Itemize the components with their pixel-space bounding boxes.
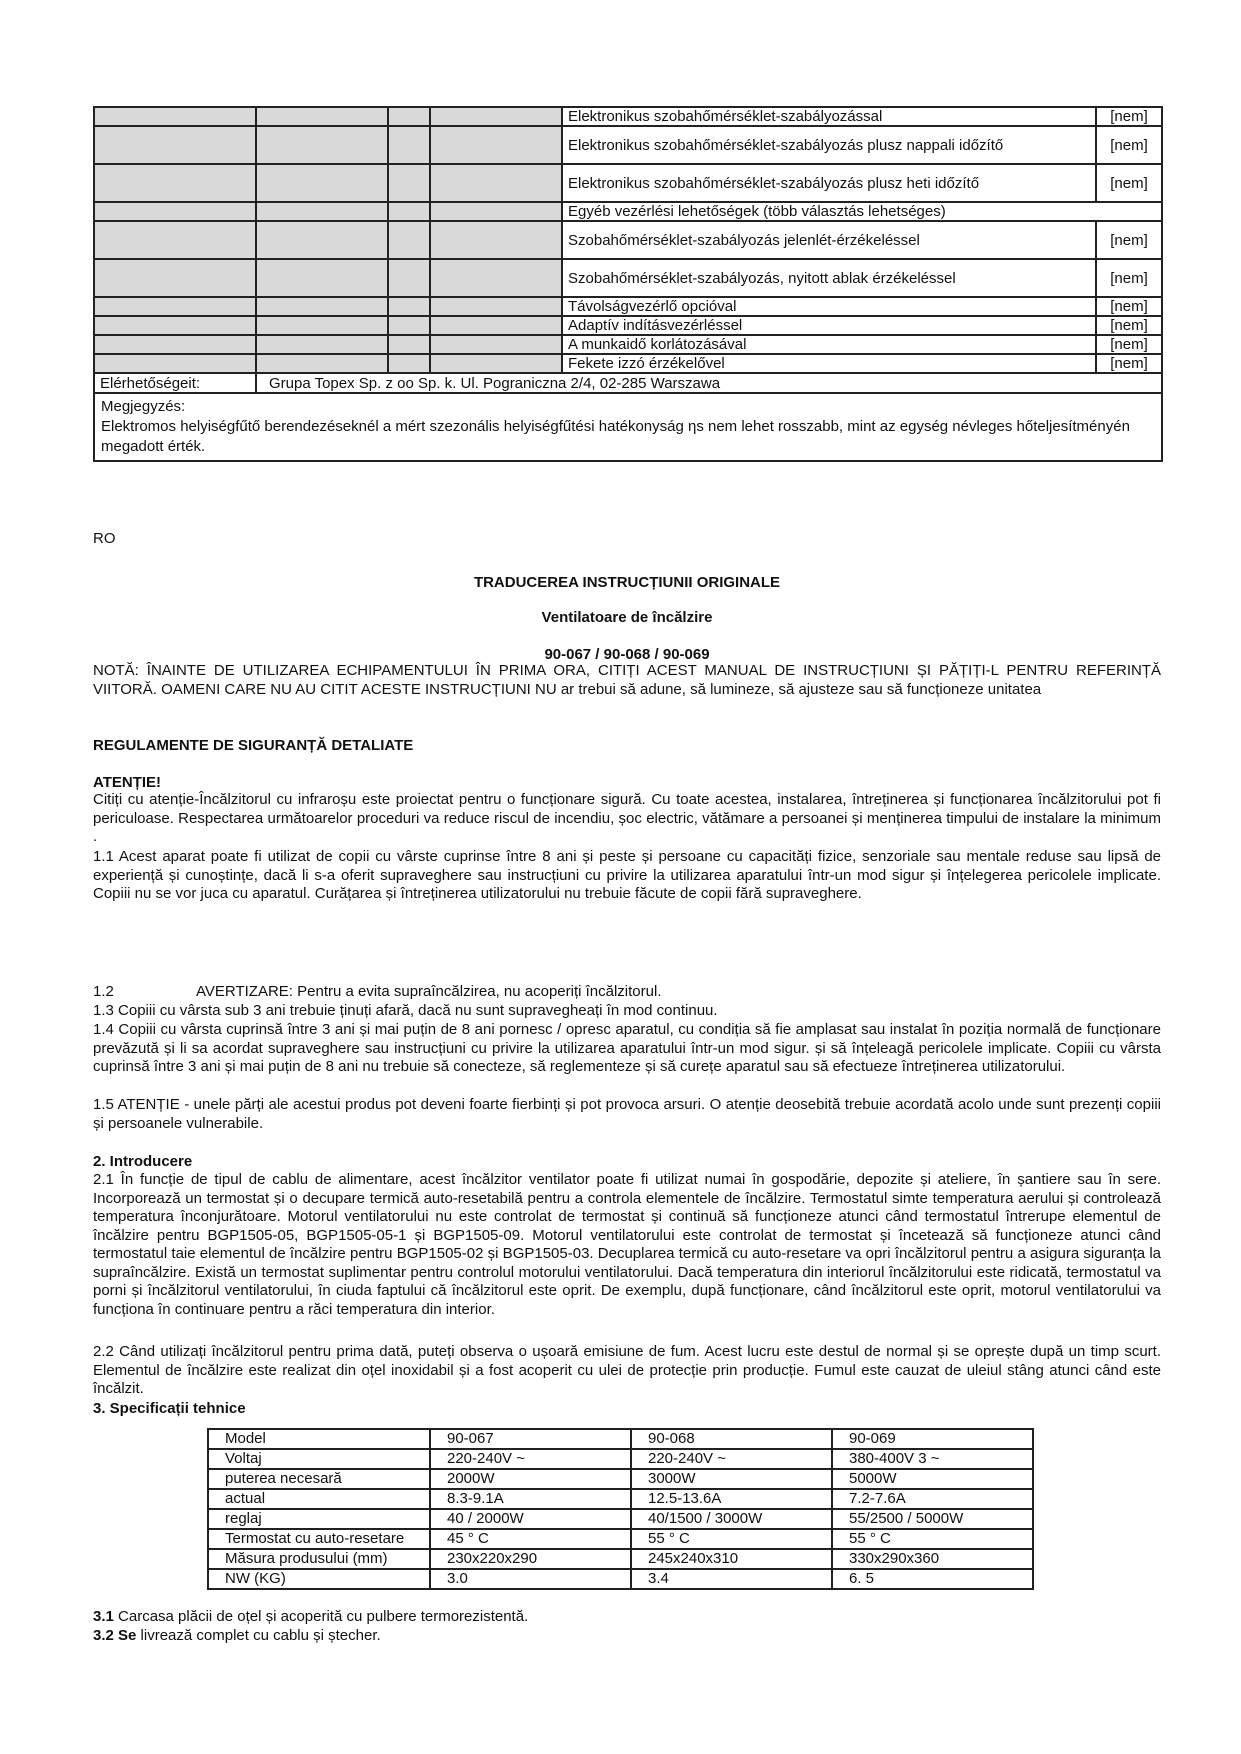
note-text: Elektromos helyiségfűtő berendezéseknél a mért szezonális helyiségfűtési hatékonyság ηs nem lehet rosszabb, mint az egység névleges hőteljesítményén megadott érték. [101, 418, 1130, 455]
introduction-heading: 2. Introducere [93, 1153, 193, 1170]
row-label: Szobahőmérséklet-szabályozás jelenlét-érzékeléssel [562, 221, 956, 259]
table-cell: 3000W [631, 1469, 832, 1489]
table-cell: reglaj [208, 1509, 430, 1529]
specifications-table [207, 1428, 1034, 1590]
table-cell: Model [208, 1429, 430, 1449]
table-cell: 220-240V ~ [430, 1449, 631, 1469]
table-row [94, 316, 1162, 335]
document-title: TRADUCEREA INSTRUCȚIUNII ORIGINALE [473, 574, 781, 591]
table-cell: 245x240x310 [631, 1549, 832, 1569]
row-label: Fekete izzó érzékelővel [562, 354, 1096, 373]
row-value: [nem] [1096, 259, 1162, 297]
safety-heading: REGULAMENTE DE SIGURANȚĂ DETALIATE [93, 737, 414, 754]
models-line: 90-067 / 90-068 / 90-069 [544, 646, 710, 663]
table-cell: Voltaj [208, 1449, 430, 1469]
row-label: Adaptív indításvezérléssel [562, 316, 1096, 335]
table-cell: puterea necesară [208, 1469, 430, 1489]
row-value: [nem] [1096, 164, 1162, 202]
row-value: [nem] [1096, 107, 1162, 126]
table-cell: 330x290x360 [832, 1549, 1033, 1569]
table-cell: Termostat cu auto-resetare [208, 1529, 430, 1549]
paragraph-3-2-number: 3.2 Se [93, 1627, 137, 1644]
row-label: Elektronikus szobahőmérséklet-szabályozás plusz heti időzítő [562, 164, 1096, 202]
document-subtitle: Ventilatoare de încălzire [541, 609, 713, 626]
table-row [94, 335, 1162, 354]
table-cell: 45 ° C [430, 1529, 631, 1549]
table-cell: 90-069 [832, 1429, 1033, 1449]
table-row [208, 1429, 1033, 1449]
table-cell: 2000W [430, 1469, 631, 1489]
table-row [94, 107, 1162, 126]
note-label: Megjegyzés: [101, 398, 186, 415]
note-row [94, 393, 1162, 461]
table-cell: 3.0 [430, 1569, 631, 1589]
row-value: [nem] [1096, 126, 1162, 164]
contact-label: Elérhetőségeit: [94, 373, 256, 393]
row-value: [nem] [1096, 316, 1162, 335]
table-cell: 90-068 [631, 1429, 832, 1449]
table-cell: 55 ° C [832, 1529, 1033, 1549]
row-value: [nem] [1096, 354, 1162, 373]
paragraph-3-1-number: 3.1 [93, 1608, 114, 1625]
table-cell: 220-240V ~ [631, 1449, 832, 1469]
table-cell: 55/2500 / 5000W [832, 1509, 1033, 1529]
table-cell: 12.5-13.6A [631, 1489, 832, 1509]
paragraph-3-1-text: Carcasa plăcii de oțel și acoperită cu pulbere termorezistentă. [118, 1608, 529, 1625]
table-cell: 8.3-9.1A [430, 1489, 631, 1509]
table-cell: 380-400V 3 ~ [832, 1449, 1033, 1469]
row-label: Elektronikus szobahőmérséklet-szabályozással [562, 107, 1096, 126]
paragraph-1-2 [93, 983, 1161, 1002]
contact-value: Grupa Topex Sp. z oo Sp. k. Ul. Pograniczna 2/4, 02-285 Warszawa [256, 373, 1162, 393]
row-value: [nem] [1096, 335, 1162, 354]
table-cell: 90-067 [430, 1429, 631, 1449]
row-label: Elektronikus szobahőmérséklet-szabályozás plusz nappali időzítő [562, 126, 1096, 164]
paragraph-3-2-text: livrează complet cu cablu și ștecher. [140, 1627, 381, 1644]
row-label: Egyéb vezérlési lehetőségek (több választás lehetséges) [562, 202, 1162, 221]
nota-paragraph: NOTĂ: ÎNAINTE DE UTILIZAREA ECHIPAMENTULUI ÎN PRIMA ORA, CITIȚI ACEST MANUAL DE INSTRUCȚIUNI ȘI PĂȚIȚI-L PENTRU REFERINȚĂ VIITORĂ. OAMENI CARE NU AU CITIT ACESTE INSTRUCȚIUNI NU ar trebui să adune, să lumineze, să ajusteze sau să funcționeze unitatea [93, 662, 1161, 698]
paragraph-1-1: 1.1 Acest aparat poate fi utilizat de copii cu vârste cuprinse între 8 ani și peste și persoane cu capacități fizice, senzoriale sau mentale reduse sau lipsă de experiență și cunoștințe, dacă li s-a oferit supraveghere sau instrucțiuni cu privire la utilizarea aparatului într-un mod sigur și înțelegerea pericolele implicate. Copiii nu se vor juca cu aparatul. Curățarea și întreținerea utilizatorului nu trebuie făcute de copii fără supraveghere. [93, 848, 1161, 902]
paragraph-1-2-text: AVERTIZARE: Pentru a evita supraîncălzirea, nu acoperiți încălzitorul. [196, 983, 662, 1000]
table-row [94, 126, 1162, 164]
table-row [94, 164, 1162, 202]
atentie-heading: ATENȚIE! [93, 774, 162, 791]
table-cell: 3.4 [631, 1569, 832, 1589]
row-value: [nem] [1096, 221, 1162, 259]
row-label: Szobahőmérséklet-szabályozás, nyitott ablak érzékeléssel [562, 259, 1096, 297]
table-row [208, 1449, 1033, 1469]
contact-row [94, 373, 1162, 393]
table-row [94, 354, 1162, 373]
table-cell: 55 ° C [631, 1529, 832, 1549]
paragraph-1-5: 1.5 ATENȚIE - unele părți ale acestui produs pot deveni foarte fierbinți și pot provoca arsuri. O atenție deosebită trebuie acordată acolo unde sunt prezenți copiii și persoanele vulnerabile. [93, 1096, 1161, 1132]
table-cell: actual [208, 1489, 430, 1509]
table-row [208, 1469, 1033, 1489]
ecodesign-table [93, 106, 1163, 462]
row-label: Távolságvezérlő opcióval [562, 297, 1096, 316]
table-cell: 230x220x290 [430, 1549, 631, 1569]
table-cell: 5000W [832, 1469, 1033, 1489]
language-code: RO [93, 530, 116, 547]
table-row [94, 202, 1162, 221]
specifications-heading: 3. Specificații tehnice [93, 1400, 246, 1417]
table-row [208, 1509, 1033, 1529]
table-row [94, 259, 1162, 297]
atentie-paragraph: Citiți cu atenție-Încălzitorul cu infraroșu este proiectat pentru o funcționare sigură. Cu toate acestea, instalarea, întreținerea și funcționarea încălzitorului pot fi periculoase. Respectarea următoarelor proceduri va reduce riscul de incendiu, șoc electric, vătămare a persoanei și menținerea timpului de instalare la minimum . [93, 791, 1161, 845]
row-value: [nem] [1096, 297, 1162, 316]
paragraph-3-2 [93, 1627, 1161, 1646]
table-row [208, 1489, 1033, 1509]
table-cell: 40/1500 / 3000W [631, 1509, 832, 1529]
table-cell: 40 / 2000W [430, 1509, 631, 1529]
table-row [94, 221, 1162, 259]
paragraph-1-4: 1.4 Copiii cu vârsta cuprinsă între 3 ani și mai puțin de 8 ani pornesc / opresc aparatul, cu condiția să fie amplasat sau instalat în poziția normală de funcționare prevăzută și li sa acordat supraveghere sau instrucțiuni cu privire la utilizarea aparatului într-un mod sigur. și să înțeleagă pericolele implicate. Copiii cu vârsta cuprinsă între 3 ani și mai puțin de 8 ani nu trebuie să conecteze, să reglementeze și să curețe aparatul sau să efectueze întreținerea utilizatorului. [93, 1021, 1161, 1075]
table-row [94, 297, 1162, 316]
table-cell: 7.2-7.6A [832, 1489, 1033, 1509]
paragraph-3-1 [93, 1608, 1161, 1627]
table-cell: 6. 5 [832, 1569, 1033, 1589]
paragraph-2-1: 2.1 În funcție de tipul de cablu de alimentare, acest încălzitor ventilator poate fi utilizat numai în gospodărie, depozite și ateliere, în șantiere sau în sere. Incorporează un termostat și o decupare termică auto-resetabilă pentru a controla elementele de încălzire. Termostatul simte temperatura aerului și controlează temperatura înconjurătoare. Motorul ventilatorului nu este controlat de termostat și continuă să funcționeze atunci când termostatul întrerupe elementul de încălzire pentru BGP1505-05, BGP1505-05-1 și BGP1505-09. Motorul ventilatorului este controlat de termostat și încetează să funcționeze atunci când termostatul taie elementul de încălzire pentru BGP1505-02 și BGP1505-03. Decuplarea termică cu auto-resetare va opri încălzitorul pentru a asigura siguranța la supraîncălzire. Există un termostat suplimentar pentru controlul motorului ventilatorului. Dacă temperatura din interiorul încălzitorului este ridicată, termostatul va porni și încălzitorul ventilatorului, în ciuda faptului că încălzitorul este oprit. De exemplu, după funcționare, când încălzitorul este oprit, motorul ventilatorului va funcționa în continuare pentru a răci temperatura din interior. [93, 1171, 1161, 1318]
table-row [208, 1549, 1033, 1569]
paragraph-1-2-number: 1.2 [93, 983, 114, 1000]
row-label: A munkaidő korlátozásával [562, 335, 1096, 354]
table-cell: NW (KG) [208, 1569, 430, 1589]
paragraph-1-3: 1.3 Copiii cu vârsta sub 3 ani trebuie ținuți afară, dacă nu sunt supravegheați în mod continuu. [93, 1002, 718, 1019]
paragraph-2-2: 2.2 Când utilizați încălzitorul pentru prima dată, puteți observa o ușoară emisiune de fum. Acest lucru este destul de normal și se oprește după un timp scurt. Elementul de încălzire este realizat din oțel inoxidabil și a fost acoperit cu ulei de protecție prin producție. Fumul este cauzat de uleiul stâng atunci când este încălzit. [93, 1343, 1161, 1397]
table-cell: Măsura produsului (mm) [208, 1549, 430, 1569]
table-row [208, 1529, 1033, 1549]
table-row [208, 1569, 1033, 1589]
